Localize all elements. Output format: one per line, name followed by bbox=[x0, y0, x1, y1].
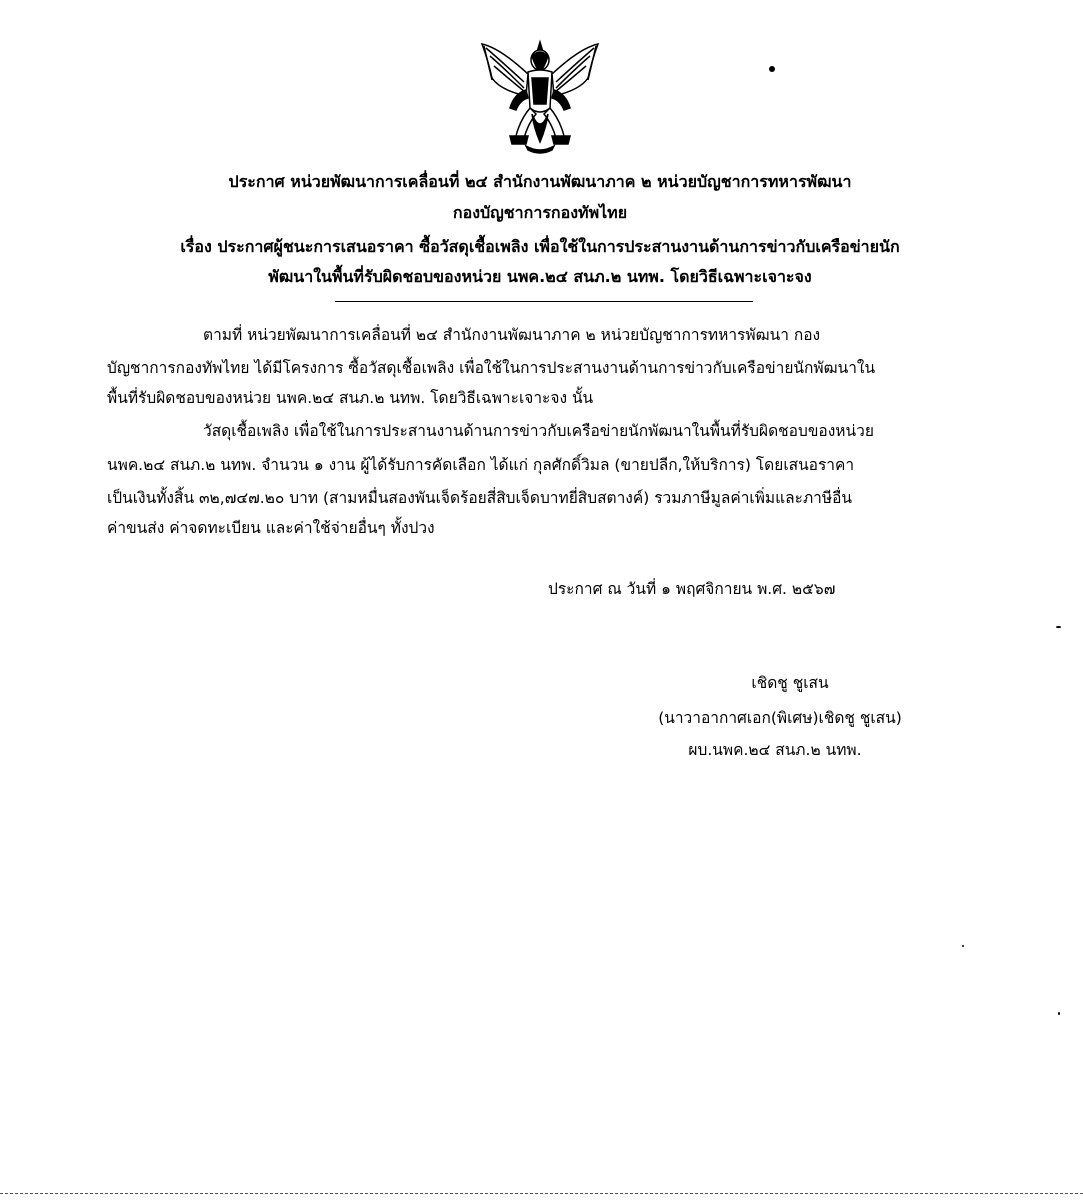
paragraph-2-line: วัสดุเชื้อเพลิง เพื่อใช้ในการประสานงานด้านการข่าวกับเครือข่ายนักพัฒนาในพื้นที่รับผิดชอบของหน่วย bbox=[203, 422, 874, 440]
announcement-subject-line1: เรื่อง ประกาศผู้ชนะการเสนอราคา ซื้อวัสดุเชื้อเพลิง เพื่อใช้ในการประสานงานด้านการข่าวกับเครือข่ายนัก bbox=[180, 237, 900, 256]
announcement-org: กองบัญชาการกองทัพไทย bbox=[452, 203, 628, 222]
paragraph-1-line: ตามที่ หน่วยพัฒนาการเคลื่อนที่ ๒๔ สำนักงานพัฒนาภาค ๒ หน่วยบัญชาการทหารพัฒนา กอง bbox=[203, 326, 821, 344]
paragraph-2-line: ค่าขนส่ง ค่าจดทะเบียน และค่าใช้จ่ายอื่นๆ ทั้งปวง bbox=[107, 519, 435, 537]
speck-mark bbox=[1058, 1012, 1060, 1015]
paragraph-1-line: พื้นที่รับผิดชอบของหน่วย นพค.๒๔ สนภ.๒ นทพ. โดยวิธีเฉพาะเจาะจง นั้น bbox=[107, 389, 594, 407]
speck-mark bbox=[769, 66, 775, 72]
signature-name: เชิดชู ชูเสน bbox=[751, 674, 829, 692]
paragraph-1-line: บัญชาการกองทัพไทย ได้มีโครงการ ซื้อวัสดุเชื้อเพลิง เพื่อใช้ในการประสานงานด้านการข่าวกับเครือข่ายนักพัฒนาใน bbox=[107, 359, 876, 377]
scan-bottom-edge bbox=[0, 1193, 1083, 1194]
announcement-title: ประกาศ หน่วยพัฒนาการเคลื่อนที่ ๒๔ สำนักงานพัฒนาภาค ๒ หน่วยบัญชาการทหารพัฒนา bbox=[228, 172, 852, 191]
signature-full-rank: (นาวาอากาศเอก(พิเศษ)เชิดชู ชูเสน) bbox=[658, 709, 902, 727]
signature-position: ผบ.นพค.๒๔ สนภ.๒ นทพ. bbox=[688, 741, 862, 759]
paragraph-2-line: เป็นเงินทั้งสิ้น ๓๒,๗๔๗.๒๐ บาท (สามหมื่นสองพันเจ็ดร้อยสี่สิบเจ็ดบาทยี่สิบสตางค์) รวมภาษีมูลค่าเพิ่มและภาษีอื่น bbox=[107, 489, 852, 507]
speck-mark bbox=[962, 945, 964, 947]
garuda-emblem-icon bbox=[470, 38, 610, 158]
title-divider bbox=[335, 301, 753, 302]
announcement-date: ประกาศ ณ วันที่ ๑ พฤศจิกายน พ.ศ. ๒๕๖๗ bbox=[548, 580, 836, 598]
announcement-subject-line2: พัฒนาในพื้นที่รับผิดชอบของหน่วย นพค.๒๔ สนภ.๒ นทพ. โดยวิธีเฉพาะเจาะจง bbox=[268, 267, 812, 286]
speck-mark bbox=[1056, 626, 1061, 628]
paragraph-2-line: นพค.๒๔ สนภ.๒ นทพ. จำนวน ๑ งาน ผู้ได้รับการคัดเลือก ได้แก่ กุลศักดิ์วิมล (ขายปลีก,ให้บริการ) โดยเสนอราคา bbox=[107, 456, 855, 474]
